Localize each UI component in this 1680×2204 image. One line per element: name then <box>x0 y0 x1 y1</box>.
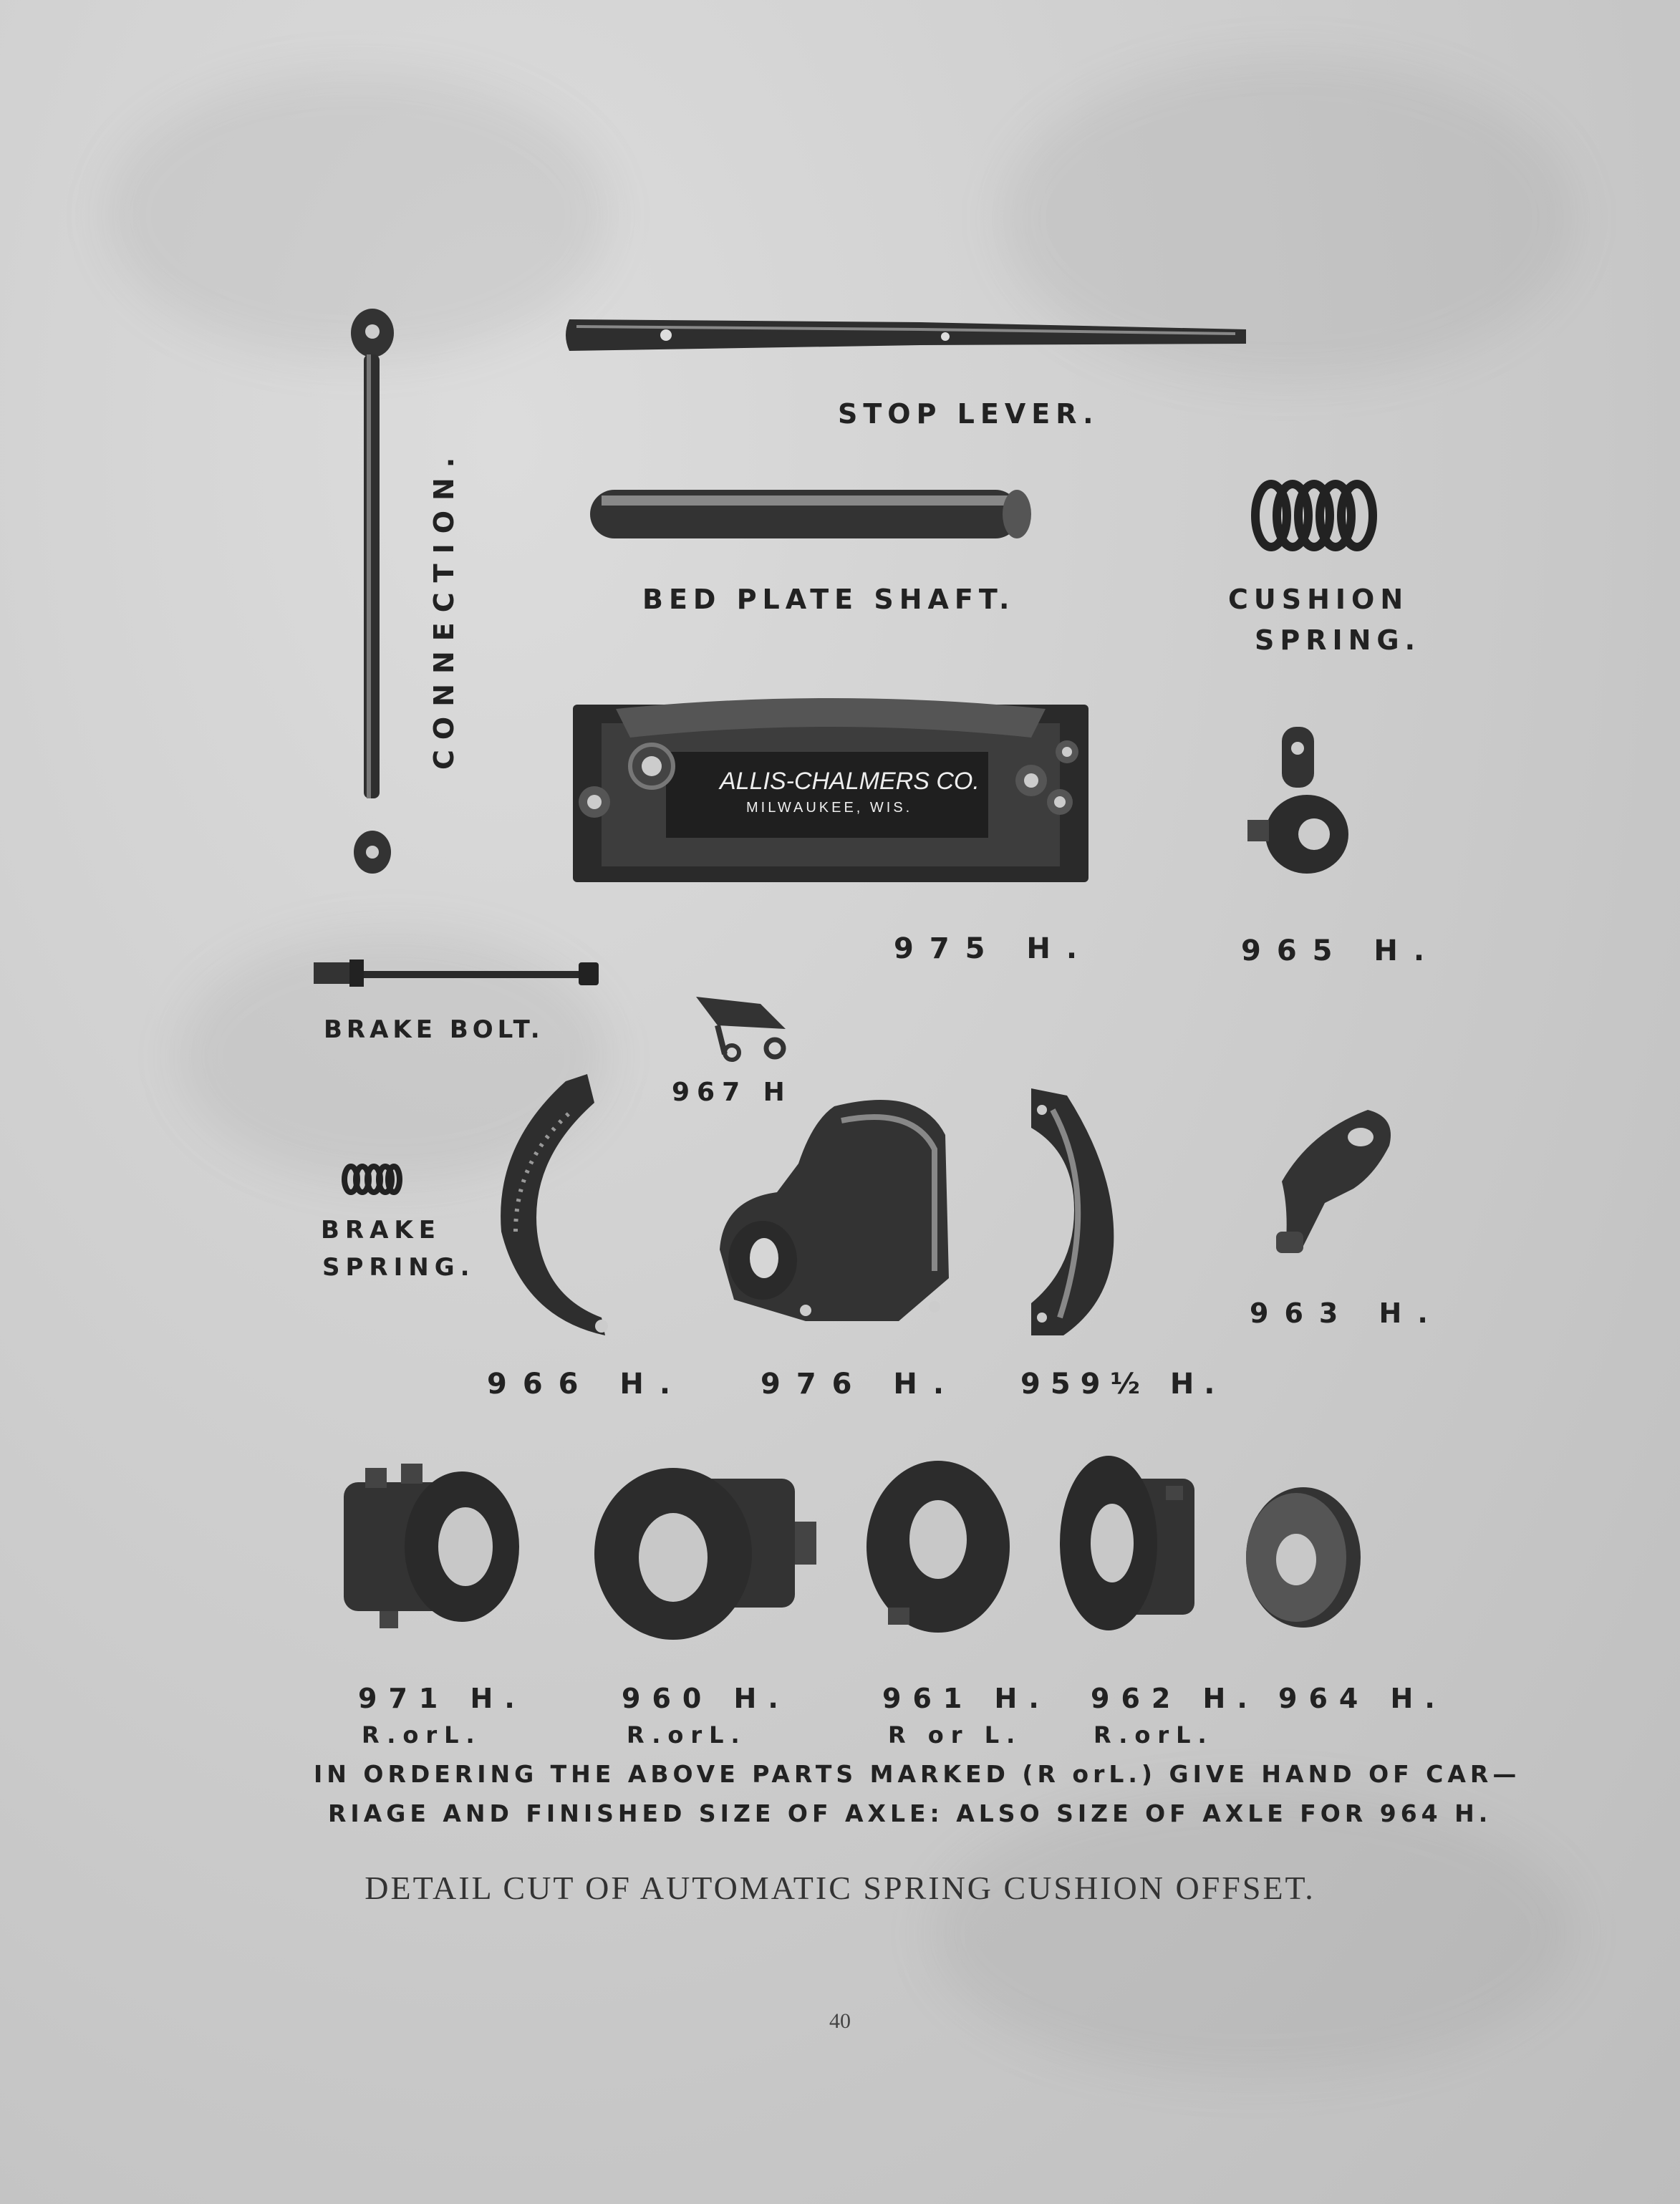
part-964-illustration <box>1235 1482 1364 1633</box>
part-975-label: 975 H. <box>894 932 1094 965</box>
stop-lever-label: STOP LEVER. <box>838 398 1099 430</box>
part-962-hand: R.orL. <box>1094 1721 1214 1749</box>
brake-spring-label: SPRING. <box>322 1253 475 1282</box>
part-963-label: 963 H. <box>1250 1297 1444 1329</box>
part-960-label: 960 H. <box>622 1683 790 1714</box>
part-965-illustration <box>1246 727 1353 881</box>
part-960-illustration <box>573 1450 816 1650</box>
cushion-spring-illustration <box>1250 478 1379 554</box>
part-963-illustration <box>1268 1103 1396 1260</box>
stop-lever-illustration <box>562 314 1250 357</box>
part-959-label: 959½ H. <box>1020 1368 1225 1401</box>
part-967-illustration <box>696 997 789 1061</box>
part-971-label: 971 H. <box>358 1683 526 1714</box>
part-967-label: 967 H <box>672 1078 792 1107</box>
paper-stain <box>931 1790 1575 2077</box>
part-964-label: 964 H. <box>1278 1683 1447 1714</box>
connection-label: CONNECTION. <box>428 447 460 770</box>
part-966-illustration <box>487 1074 616 1339</box>
bed-plate-shaft-label: BED PLATE SHAFT. <box>642 584 1015 615</box>
page-caption: DETAIL CUT OF AUTOMATIC SPRING CUSHION OFFSET. <box>365 1870 1315 1906</box>
part-971-hand: R.orL. <box>362 1721 482 1749</box>
brake-bolt-illustration <box>314 952 600 995</box>
part-961-illustration <box>859 1454 1017 1640</box>
ordering-note-line-2: RIAGE AND FINISHED SIZE OF AXLE: ALSO SIZE OF AXLE FOR 964 H. <box>328 1799 1492 1827</box>
part-961-hand: R or L. <box>888 1721 1023 1749</box>
cushion-label: CUSHION <box>1228 584 1409 615</box>
plate-city-text: MILWAUKEE, WIS. <box>746 800 913 816</box>
part-962-label: 962 H. <box>1091 1683 1259 1714</box>
part-959-illustration <box>1010 1088 1117 1339</box>
bed-plate-shaft-illustration <box>587 487 1038 544</box>
brake-bolt-label: BRAKE BOLT. <box>324 1015 544 1044</box>
plate-maker-text: ALLIS-CHALMERS CO. <box>720 768 980 795</box>
connection-illustration <box>344 304 401 877</box>
part-962-illustration <box>1058 1450 1209 1636</box>
cushion-spring-label: SPRING. <box>1255 624 1421 656</box>
part-961-label: 961 H. <box>882 1683 1051 1714</box>
part-976-illustration <box>720 1092 985 1335</box>
brake-label: BRAKE <box>321 1216 441 1244</box>
part-966-label: 966 H. <box>487 1368 687 1401</box>
part-971-illustration <box>337 1454 530 1640</box>
part-976-label: 976 H. <box>761 1368 960 1401</box>
page-number: 40 <box>829 2009 851 2033</box>
part-960-hand: R.orL. <box>627 1721 747 1749</box>
brake-spring-illustration <box>342 1164 401 1195</box>
ordering-note-line-1: IN ORDERING THE ABOVE PARTS MARKED (R orL.) GIVE HAND OF CAR— <box>314 1760 1521 1788</box>
part-965-label: 965 H. <box>1241 934 1441 967</box>
